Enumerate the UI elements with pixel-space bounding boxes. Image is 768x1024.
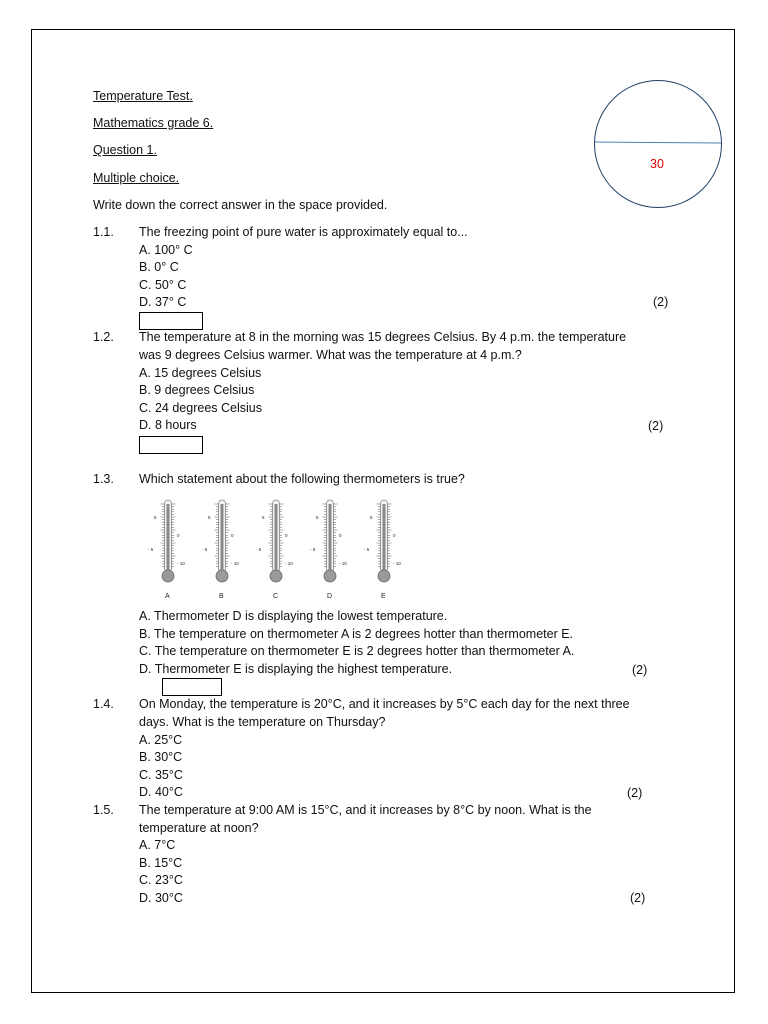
option-d: D. 37° C bbox=[139, 295, 187, 309]
scale-label: - 10 bbox=[339, 561, 347, 566]
option-b: B. The temperature on thermometer A is 2 degrees hotter than thermometer E. bbox=[139, 627, 574, 641]
thermometer-label: C bbox=[273, 593, 279, 600]
thermometer-liquid bbox=[167, 504, 170, 572]
scale-label: - 10 bbox=[177, 561, 185, 566]
marks-label: (2) bbox=[653, 295, 669, 309]
option-c: C. 35°C bbox=[139, 768, 183, 782]
thermometer-label: D bbox=[327, 593, 333, 600]
thermometer bbox=[202, 500, 239, 600]
thermometer-liquid bbox=[383, 504, 386, 572]
answer-box[interactable] bbox=[139, 436, 203, 454]
thermometer-bulb bbox=[216, 570, 228, 582]
question-text: On Monday, the temperature is 20°C, and it increases by 5°C each day for the next three bbox=[139, 697, 630, 711]
option-b: B. 9 degrees Celsius bbox=[139, 383, 255, 397]
instruction-text: Write down the correct answer in the space provided. bbox=[93, 198, 388, 212]
thermometer-liquid bbox=[329, 504, 332, 572]
option-c: C. The temperature on thermometer E is 2 degrees hotter than thermometer A. bbox=[139, 644, 575, 658]
thermometer-bulb bbox=[378, 570, 390, 582]
thermometer-label: B bbox=[219, 593, 224, 600]
option-a: A. 7°C bbox=[139, 838, 176, 852]
scale-label: - 10 bbox=[393, 561, 401, 566]
option-c: C. 24 degrees Celsius bbox=[139, 401, 262, 415]
thermometer bbox=[310, 500, 347, 600]
marks-label: (2) bbox=[627, 786, 643, 800]
option-c: C. 50° C bbox=[139, 278, 187, 292]
test-title: Temperature Test. bbox=[93, 89, 193, 103]
thermometer-bulb bbox=[162, 570, 174, 582]
thermometer-label: E bbox=[381, 593, 386, 600]
answer-box[interactable] bbox=[162, 678, 222, 696]
thermometers-figure bbox=[140, 494, 420, 604]
option-d: D. Thermometer E is displaying the highest temperature. bbox=[139, 662, 453, 676]
thermometer-bulb bbox=[270, 570, 282, 582]
thermometer-bulb bbox=[324, 570, 336, 582]
thermometer bbox=[256, 500, 293, 600]
option-a: A. 100° C bbox=[139, 243, 193, 257]
question-text: was 9 degrees Celsius warmer. What was the temperature at 4 p.m.? bbox=[139, 348, 522, 362]
option-b: B. 0° C bbox=[139, 260, 179, 274]
question-text: The freezing point of pure water is approximately equal to... bbox=[139, 225, 468, 239]
scale-label: - 5 bbox=[310, 547, 316, 552]
marks-label: (2) bbox=[632, 663, 648, 677]
scale-label: - 10 bbox=[231, 561, 239, 566]
scale-label: 5 bbox=[154, 515, 157, 520]
option-d: D. 8 hours bbox=[139, 418, 197, 432]
thermometer-label: A bbox=[165, 593, 170, 600]
scale-label: 0 bbox=[339, 533, 342, 538]
scale-label: 5 bbox=[316, 515, 319, 520]
scale-label: - 5 bbox=[148, 547, 154, 552]
question-label: Question 1. bbox=[93, 143, 157, 157]
scale-label: 0 bbox=[285, 533, 288, 538]
scale-label: - 10 bbox=[285, 561, 293, 566]
question-number: 1.2. bbox=[93, 330, 114, 344]
option-d: D. 40°C bbox=[139, 785, 183, 799]
scale-label: - 5 bbox=[364, 547, 370, 552]
question-text: The temperature at 8 in the morning was 15 degrees Celsius. By 4 p.m. the temperature bbox=[139, 330, 627, 344]
answer-box[interactable] bbox=[139, 312, 203, 330]
scale-label: 5 bbox=[370, 515, 373, 520]
scale-label: 0 bbox=[231, 533, 234, 538]
marks-label: (2) bbox=[630, 891, 646, 905]
option-a: A. 25°C bbox=[139, 733, 183, 747]
scale-label: 0 bbox=[177, 533, 180, 538]
question-number: 1.1. bbox=[93, 225, 114, 239]
question-number: 1.5. bbox=[93, 803, 114, 817]
question-number: 1.3. bbox=[93, 472, 114, 486]
question-text: The temperature at 9:00 AM is 15°C, and it increases by 8°C by noon. What is the bbox=[139, 803, 592, 817]
option-c: C. 23°C bbox=[139, 873, 183, 887]
question-number: 1.4. bbox=[93, 697, 114, 711]
option-b: B. 15°C bbox=[139, 856, 183, 870]
marks-label: (2) bbox=[648, 419, 664, 433]
thermometer-liquid bbox=[221, 504, 224, 572]
question-text: temperature at noon? bbox=[139, 821, 259, 835]
thermometer-liquid bbox=[275, 504, 278, 572]
question-text: days. What is the temperature on Thursday? bbox=[139, 715, 386, 729]
option-a: A. 15 degrees Celsius bbox=[139, 366, 262, 380]
score-value: 30 bbox=[650, 157, 664, 171]
option-d: D. 30°C bbox=[139, 891, 183, 905]
option-a: A. Thermometer D is displaying the lowest temperature. bbox=[139, 609, 448, 623]
scale-label: - 5 bbox=[202, 547, 208, 552]
thermometer bbox=[148, 500, 185, 600]
scale-label: 5 bbox=[208, 515, 211, 520]
scale-label: 0 bbox=[393, 533, 396, 538]
question-type-label: Multiple choice. bbox=[93, 171, 180, 185]
score-circle bbox=[594, 80, 722, 208]
subject-label: Mathematics grade 6. bbox=[93, 116, 214, 130]
scale-label: 5 bbox=[262, 515, 265, 520]
question-text: Which statement about the following thermometers is true? bbox=[139, 472, 465, 486]
option-b: B. 30°C bbox=[139, 750, 183, 764]
scale-label: - 5 bbox=[256, 547, 262, 552]
thermometer bbox=[364, 500, 401, 600]
